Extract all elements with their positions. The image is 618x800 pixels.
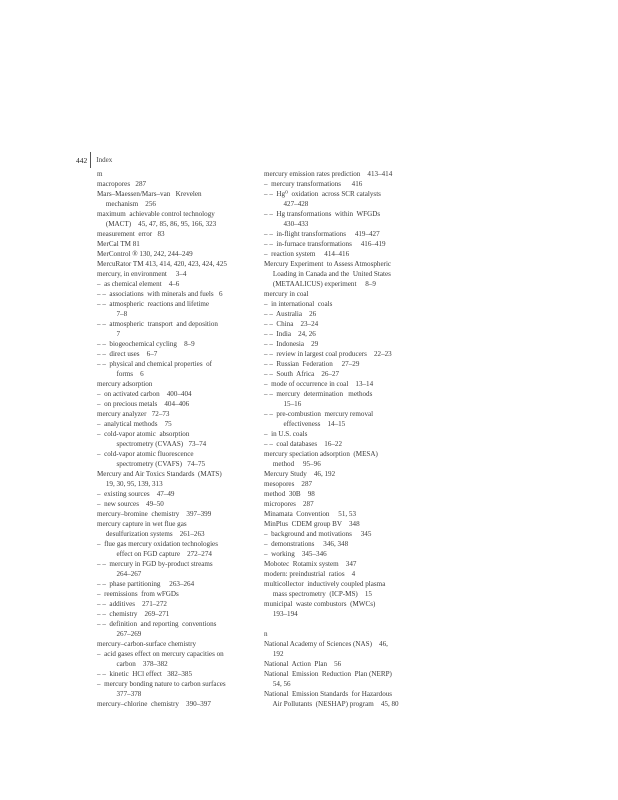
index-entry: mercury emission rates prediction 413–414: [264, 170, 393, 178]
index-entry: – background and motivations 345: [264, 530, 372, 538]
index-entry: – as chemical element 4–6: [97, 280, 180, 288]
index-entry: – flue gas mercury oxidation technologies: [97, 540, 218, 548]
index-entry: – – China 23–24: [264, 320, 319, 328]
index-entry: National Emission Standards for Hazardous: [264, 690, 393, 698]
index-entry: n: [264, 630, 268, 638]
index-entry: multicollector inductively coupled plasma: [264, 580, 386, 588]
index-entry: 427–428: [264, 200, 309, 208]
index-entry: mercury capture in wet flue gas: [97, 520, 187, 528]
index-entry: – – Russian Federation 27–29: [264, 360, 360, 368]
index-entry: – existing sources 47–49: [97, 490, 175, 498]
index-entry: – – Hg⁰ oxidation across SCR catalysts: [264, 190, 381, 198]
index-entry: 7–8: [97, 310, 128, 318]
index-entry: – mercury transformations 416: [264, 180, 363, 188]
index-entry: effectiveness 14–15: [264, 420, 346, 428]
index-entry: mercury, in environment 3–4: [97, 270, 187, 278]
index-entry: Mercury Experiment to Assess Atmospheric: [264, 260, 392, 268]
index-entry: 264–267: [97, 570, 142, 578]
index-entry: 193–194: [264, 610, 298, 618]
index-entry: mercury in coal: [264, 290, 309, 298]
index-entry: – – Australia 26: [264, 310, 317, 318]
index-entry: – mode of occurrence in coal 13–14: [264, 380, 374, 388]
index-entry: MercuRator TM 413, 414, 420, 423, 424, 425: [97, 260, 227, 268]
index-entry: – working 345–346: [264, 550, 327, 558]
index-entry: – – associations with minerals and fuels 6: [97, 290, 223, 298]
index-entry: carbon 378–382: [97, 660, 168, 668]
index-entry: National Action Plan 56: [264, 660, 342, 668]
index-entry: mass spectrometry (ICP-MS) 15: [264, 590, 372, 598]
index-entry: micropores 287: [264, 500, 314, 508]
index-entry: (METAALICUS) experiment 8–9: [264, 280, 376, 288]
index-entry: – – atmospheric reactions and lifetime: [97, 300, 210, 308]
index-entry: desulfurization systems 261–263: [97, 530, 205, 538]
index-entry: municipal waste combustors (MWCs): [264, 600, 376, 608]
index-column-left: [97, 169, 257, 709]
index-entry: 19, 30, 95, 139, 313: [97, 480, 163, 488]
index-entry: MinPlus CDEM group BV 348: [264, 520, 360, 528]
index-entry: – – mercury determination methods: [264, 390, 373, 398]
page-header: [76, 152, 112, 168]
index-entry: 192: [264, 650, 284, 658]
index-entry: method 95–96: [264, 460, 321, 468]
index-entry: Air Pollutants (NESHAP) program 45, 80: [264, 700, 399, 708]
index-entry: – cold-vapor atomic absorption: [97, 430, 190, 438]
index-entry: – demonstrations 346, 348: [264, 540, 349, 548]
index-entry: – – atmospheric transport and deposition: [97, 320, 218, 328]
index-entry: [264, 619, 424, 629]
index-entry: 15–16: [264, 400, 302, 408]
index-entry: forms 6: [97, 370, 144, 378]
header-divider: [90, 152, 91, 168]
index-entry: mercury adsorption: [97, 380, 153, 388]
index-entry: – – definition and reporting conventions: [97, 620, 217, 628]
index-entry: mercury analyzer 72–73: [97, 410, 170, 418]
index-entry: MerControl ® 130, 242, 244–249: [97, 250, 193, 258]
index-entry: – acid gases effect on mercury capacities on: [97, 650, 224, 658]
index-entry: – reaction system 414–416: [264, 250, 350, 258]
index-entry: Mars–Maessen/Mars–van Krevelen: [97, 190, 202, 198]
index-entry: – reemissions from wFGDs: [97, 590, 179, 598]
running-head: Index: [96, 156, 113, 164]
index-entry: – mercury bonding nature to carbon surfaces: [97, 680, 226, 688]
index-entry: – on precious metals 404–406: [97, 400, 190, 408]
index-entry: mechanism 256: [97, 200, 156, 208]
index-entry: – – in-flight transformations 419–427: [264, 230, 380, 238]
index-entry: – – additives 271–272: [97, 600, 167, 608]
index-entry: – – mercury in FGD by-product streams: [97, 560, 213, 568]
index-entry: – – physical and chemical properties of: [97, 360, 213, 368]
index-entry: spectrometry (CVAFS) 74–75: [97, 460, 206, 468]
index-entry: MerCal TM 81: [97, 240, 140, 248]
index-entry: – – chemistry 269–271: [97, 610, 170, 618]
index-entry: National Emission Reduction Plan (NERP): [264, 670, 392, 678]
index-entry: – – in-furnace transformations 416–419: [264, 240, 386, 248]
index-entry: 377–378: [97, 690, 142, 698]
index-entry: spectrometry (CVAAS) 73–74: [97, 440, 207, 448]
page-number: 442: [76, 155, 88, 165]
index-entry: Mobotec Rotamix system 347: [264, 560, 357, 568]
index-entry: – – phase partitioning 263–264: [97, 580, 195, 588]
index-entry: – – India 24, 26: [264, 330, 316, 338]
index-entry: – – South Africa 26–27: [264, 370, 340, 378]
index-entry: Loading in Canada and the United States: [264, 270, 391, 278]
index-entry: macropores 287: [97, 180, 147, 188]
index-entry: measurement error 83: [97, 230, 165, 238]
index-entry: 430–433: [264, 220, 309, 228]
index-entry: mercury–chlorine chemistry 390–397: [97, 700, 211, 708]
index-entry: – – review in largest coal producers 22–23: [264, 350, 392, 358]
index-entry: m: [97, 170, 103, 178]
index-entry: – analytical methods 75: [97, 420, 172, 428]
index-entry: Mercury Study 46, 192: [264, 470, 336, 478]
index-entry: – new sources 49–50: [97, 500, 164, 508]
index-entry: mercury speciation adsorption (MESA): [264, 450, 378, 458]
index-entry: – – pre-combustion mercury removal: [264, 410, 374, 418]
index-entry: modern: preindustrial ratios 4: [264, 570, 356, 578]
index-entry: – – biogeochemical cycling 8–9: [97, 340, 195, 348]
index-entry: mercury–carbon-surface chemistry: [97, 640, 197, 648]
index-entry: – – Indonesia 29: [264, 340, 319, 348]
index-entry: National Academy of Sciences (NAS) 46,: [264, 640, 388, 648]
index-column-right: [264, 169, 424, 709]
index-entry: 54, 56: [264, 680, 291, 688]
index-entry: – – direct uses 6–7: [97, 350, 158, 358]
index-entry: – on activated carbon 400–404: [97, 390, 192, 398]
index-entry: effect on FGD capture 272–274: [97, 550, 212, 558]
index-entry: – – kinetic HCl effect 382–385: [97, 670, 193, 678]
index-entry: 267–269: [97, 630, 142, 638]
index-entry: – cold-vapor atomic fluorescence: [97, 450, 194, 458]
index-entry: (MACT) 45, 47, 85, 86, 95, 166, 323: [97, 220, 217, 228]
index-entry: mercury–bromine chemistry 397–399: [97, 510, 212, 518]
index-entry: Minamata Convention 51, 53: [264, 510, 357, 518]
index-entry: – – coal databases 16–22: [264, 440, 343, 448]
index-entry: – – Hg transformations within WFGDs: [264, 210, 381, 218]
index-entry: maximum achievable control technology: [97, 210, 215, 218]
index-entry: – in international coals: [264, 300, 333, 308]
index-entry: – in U.S. coals: [264, 430, 308, 438]
index-entry: 7: [97, 330, 121, 338]
index-entry: mesopores 287: [264, 480, 313, 488]
index-entry: method 30B 98: [264, 490, 315, 498]
index-entry: Mercury and Air Toxics Standards (MATS): [97, 470, 222, 478]
